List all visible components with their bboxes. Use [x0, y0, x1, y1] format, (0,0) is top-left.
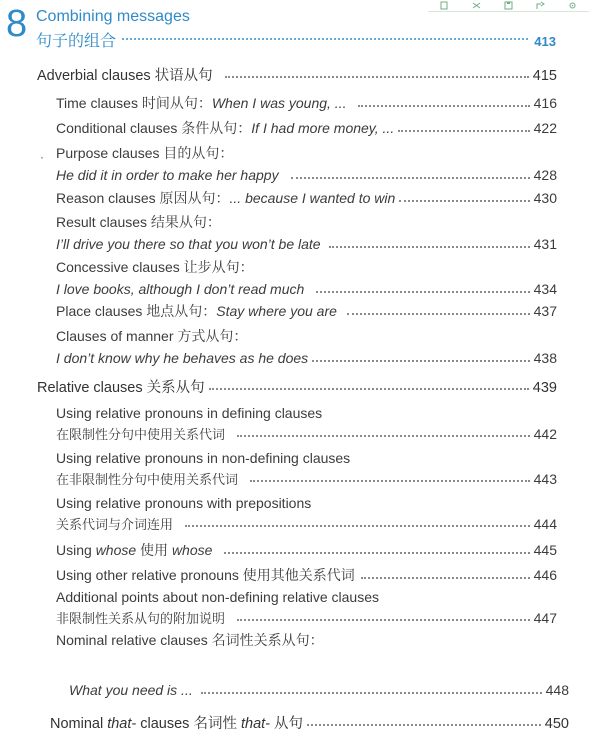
toc-entry-nominal-relative[interactable] [56, 630, 557, 650]
leader-dots [237, 435, 530, 437]
leader-dots [237, 619, 530, 621]
margin-bullet: · [40, 150, 44, 164]
entry-label: 从句 [270, 716, 304, 732]
toolbar-button-expand[interactable] [469, 1, 483, 11]
toc-entry-other[interactable] [56, 565, 557, 585]
entry-label: Using relative pronouns in non-defining clauses [56, 450, 351, 466]
entry-label-zh: 关系代词与介词连用 [56, 517, 174, 532]
entry-page: 437 [533, 303, 557, 319]
entry-label: Place clauses 地点从句： [56, 303, 217, 319]
chapter-title-en: Combining messages [36, 8, 190, 25]
leader-dots [291, 177, 530, 179]
entry-example: He did it in order to make her happy [56, 167, 279, 183]
entry-page: 431 [533, 236, 557, 252]
save-icon [503, 1, 514, 10]
leader-dots [209, 388, 529, 390]
chapter-page: 413 [534, 34, 556, 49]
leader-dots [185, 525, 530, 527]
entry-label: Adverbial clauses 状语从句 [37, 68, 213, 84]
toc-entry-additional[interactable] [56, 589, 557, 627]
entry-page: 438 [533, 350, 557, 366]
toc-entry-time[interactable] [56, 93, 557, 113]
entry-page: 439 [532, 380, 557, 396]
entry-label: Reason clauses 原因从句： [56, 190, 230, 206]
chapter-title-zh: 句子的组合 [36, 33, 117, 50]
entry-label-zh: 使用 [136, 542, 172, 558]
entry-label: Nominal [50, 716, 108, 732]
entry-example: Stay where you are [216, 303, 337, 319]
entry-label-italic: whose [171, 542, 213, 558]
toc-entry-result[interactable] [56, 212, 557, 252]
entry-example: When I was young, ... [211, 95, 347, 111]
toc-entry-conditional[interactable] [56, 118, 557, 138]
chapter-number: 8 [6, 3, 28, 45]
entry-page: 450 [544, 716, 569, 732]
leader-dots [361, 577, 530, 579]
entry-page: 422 [533, 120, 557, 136]
share-icon [535, 1, 546, 10]
toc-entry-whose[interactable] [56, 540, 557, 560]
entry-example: I’ll drive you there so that you won’t be late [56, 236, 321, 252]
leader-dots [399, 200, 529, 202]
entry-label: Using relative pronouns with prepositions [56, 495, 312, 511]
leader-dots [122, 38, 528, 40]
entry-label: Relative clauses 关系从句 [37, 380, 205, 396]
entry-label-italic: that- [240, 716, 270, 732]
entry-page: 448 [545, 682, 569, 698]
leader-dots [358, 105, 529, 107]
entry-page: 446 [533, 567, 557, 583]
leader-dots [316, 291, 529, 293]
entry-page: 428 [533, 167, 557, 183]
entry-example: I don’t know why he behaves as he does [56, 350, 309, 366]
entry-label-zh: 在非限制性分句中使用关系代词 [56, 472, 239, 487]
toc-entry-prepositions[interactable] [56, 495, 557, 533]
leader-dots [225, 76, 529, 78]
toc-entry-manner[interactable] [56, 326, 557, 366]
leader-dots [347, 313, 530, 315]
entry-page: 447 [533, 610, 557, 626]
toc-entry-what-you-need[interactable] [69, 682, 569, 698]
toolbar-button-save[interactable] [501, 1, 515, 11]
leader-dots [201, 692, 542, 694]
toolbar-button-settings[interactable] [566, 1, 580, 11]
entry-example: What you need is ... [69, 682, 193, 698]
entry-page: 416 [533, 95, 557, 111]
entry-label: Purpose clauses 目的从句： [56, 145, 234, 161]
toc-entry-concessive[interactable] [56, 257, 557, 297]
entry-page: 430 [533, 190, 557, 206]
toc-entry-place[interactable] [56, 301, 557, 321]
entry-example: If I had more money, ... [251, 120, 395, 136]
copy-icon [439, 1, 450, 10]
toolbar-button-copy[interactable] [437, 1, 451, 11]
entry-page: 442 [533, 426, 557, 442]
leader-dots [224, 552, 529, 554]
entry-label-italic: that- [107, 716, 137, 732]
toc-entry-nominal-that[interactable] [50, 712, 569, 733]
entry-label: Nominal relative clauses 名词性关系从句： [56, 632, 324, 648]
entry-example: ... because I wanted to win [229, 190, 396, 206]
toc-entry-defining[interactable] [56, 405, 557, 443]
leader-dots [250, 480, 530, 482]
toolbar-button-share[interactable] [534, 1, 548, 11]
entry-label: clauses 名词性 [136, 716, 241, 732]
entry-label: Conditional clauses 条件从句： [56, 120, 252, 136]
entry-label: Using relative pronouns in defining clauses [56, 405, 323, 421]
leader-dots [312, 360, 529, 362]
entry-label: Additional points about non-defining relative clauses [56, 589, 379, 605]
toc-entry-purpose[interactable] [56, 143, 557, 183]
entry-page: 445 [533, 542, 557, 558]
toc-entry-adverbial[interactable] [37, 64, 557, 85]
toc-entry-nondefining[interactable] [56, 450, 557, 488]
entry-label: Result clauses 结果从句： [56, 214, 221, 230]
expand-icon [471, 1, 482, 10]
entry-label: Concessive clauses 让步从句： [56, 259, 254, 275]
entry-label: Using [56, 542, 96, 558]
leader-dots [329, 246, 530, 248]
entry-label-zh: 在限制性分句中使用关系代词 [56, 427, 226, 442]
entry-label: Clauses of manner 方式从句： [56, 328, 248, 344]
entry-label-italic: whose [95, 542, 137, 558]
chapter-title-row[interactable] [36, 28, 556, 50]
toc-entry-reason[interactable] [56, 188, 557, 208]
gear-icon [567, 1, 578, 10]
leader-dots [307, 724, 541, 726]
leader-dots [398, 130, 529, 132]
entry-label: Using other relative pronouns 使用其他关系代词 [56, 567, 355, 583]
entry-page: 415 [532, 68, 557, 84]
entry-example: I love books, although I don’t read much [56, 281, 305, 297]
page-toolbar [428, 0, 589, 12]
entry-page: 434 [533, 281, 557, 297]
toc-entry-relative[interactable] [37, 376, 557, 397]
entry-label: Time clauses 时间从句： [56, 95, 212, 111]
entry-page: 444 [533, 516, 557, 532]
entry-page: 443 [533, 471, 557, 487]
entry-label-zh: 非限制性关系从句的附加说明 [56, 611, 226, 626]
